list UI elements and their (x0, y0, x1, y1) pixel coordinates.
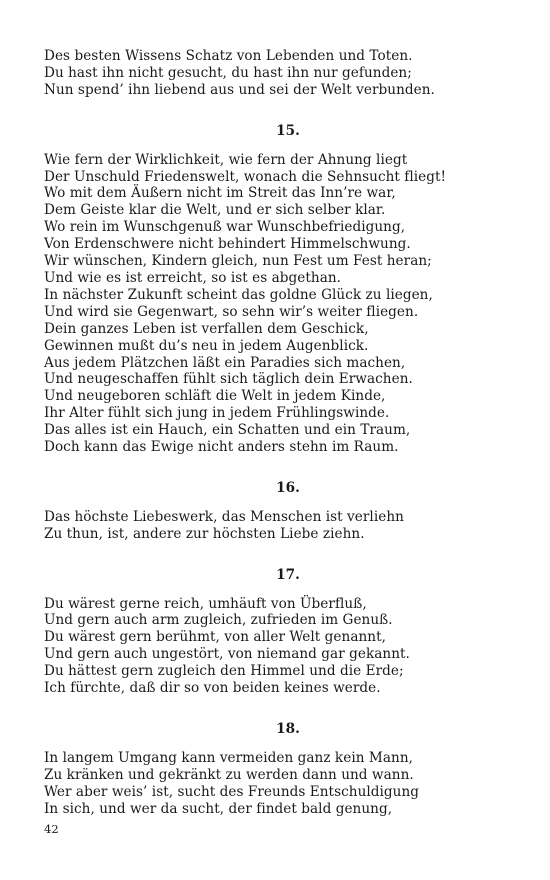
poem-line: Nun spend’ ihn liebend aus und sei der Welt verbunden. (44, 81, 435, 98)
poem-line: Und neugeboren schläft die Welt in jedem Kinde, (44, 388, 386, 405)
poem-17 (44, 596, 514, 697)
poem-line: Dem Geiste klar die Welt, und er sich selber klar. (44, 202, 386, 219)
poem-18 (44, 750, 514, 818)
poem-line: Du wärest gerne reich, umhäuft von Überfluß, (44, 595, 367, 612)
page-body (44, 48, 514, 818)
page-number: 42 (44, 822, 59, 836)
poem-line: Und wird sie Gegenwart, so sehn wir’s weiter fliegen. (44, 303, 419, 320)
poem-line: Wer aber weis’ ist, sucht des Freunds Entschuldigung (44, 783, 420, 800)
poem-line: Der Unschuld Friedenswelt, wonach die Sehnsucht fliegt! (44, 168, 447, 185)
poem-line: Und wie es ist erreicht, so ist es abgethan. (44, 269, 342, 286)
poem-line: Du hättest gern zugleich den Himmel und die Erde; (44, 663, 404, 680)
poem-line: Des besten Wissens Schatz von Lebenden und Toten. (44, 48, 413, 64)
poem-15 (44, 152, 514, 456)
poem-line: Und gern auch arm zugleich, zufrieden im Genuß. (44, 612, 393, 629)
poem-line: Doch kann das Ewige nicht anders stehn im Raum. (44, 439, 399, 456)
poem-line: Das alles ist ein Hauch, ein Schatten und ein Traum, (44, 422, 411, 439)
poem-line: Und gern auch ungestört, von niemand gar gekannt. (44, 646, 410, 663)
poem-line: Du hast ihn nicht gesucht, du hast ihn nur gefunden; (44, 64, 412, 81)
poem-line: Dein ganzes Leben ist verfallen dem Geschick, (44, 320, 369, 337)
poem-line: Du wärest gern berühmt, von aller Welt genannt, (44, 629, 386, 646)
poem-fragment (44, 48, 514, 99)
poem-line: Wo mit dem Äußern nicht im Streit das Inn’re war, (44, 185, 396, 202)
poem-line: Aus jedem Plätzchen läßt ein Paradies sich machen, (44, 354, 406, 371)
poem-line: Von Erdenschwere nicht behindert Himmelschwung. (44, 236, 411, 253)
poem-line: In langem Umgang kann vermeiden ganz kein Mann, (44, 749, 413, 766)
poem-line: Wir wünschen, Kindern gleich, nun Fest um Fest heran; (44, 253, 432, 270)
poem-line: Wo rein im Wunschgenuß war Wunschbefriedigung, (44, 219, 406, 236)
poem-number: 15. (276, 122, 300, 139)
poem-number: 18. (276, 721, 300, 737)
poem-number: 17. (276, 566, 300, 583)
poem-line: Das höchste Liebeswerk, das Menschen ist verliehn (44, 508, 404, 525)
poem-line: Ihr Alter fühlt sich jung in jedem Frühlingswinde. (44, 405, 390, 422)
poem-number: 16. (276, 479, 300, 496)
poem-line: Gewinnen mußt du’s neu in jedem Augenblick. (44, 337, 369, 354)
poem-16 (44, 509, 514, 543)
poem-line: Ich fürchte, daß dir so von beiden keines werde. (44, 680, 381, 697)
poem-line: Zu thun, ist, andere zur höchsten Liebe ziehn. (44, 525, 365, 542)
poem-line: Wie fern der Wirklichkeit, wie fern der Ahnung liegt (44, 151, 408, 168)
poem-line: In sich, und wer da sucht, der findet bald genung, (44, 800, 393, 817)
poem-line: Und neugeschaffen fühlt sich täglich dein Erwachen. (44, 371, 413, 388)
poem-line: In nächster Zukunft scheint das goldne Glück zu liegen, (44, 286, 433, 303)
poem-line: Zu kränken und gekränkt zu werden dann und wann. (44, 766, 414, 783)
